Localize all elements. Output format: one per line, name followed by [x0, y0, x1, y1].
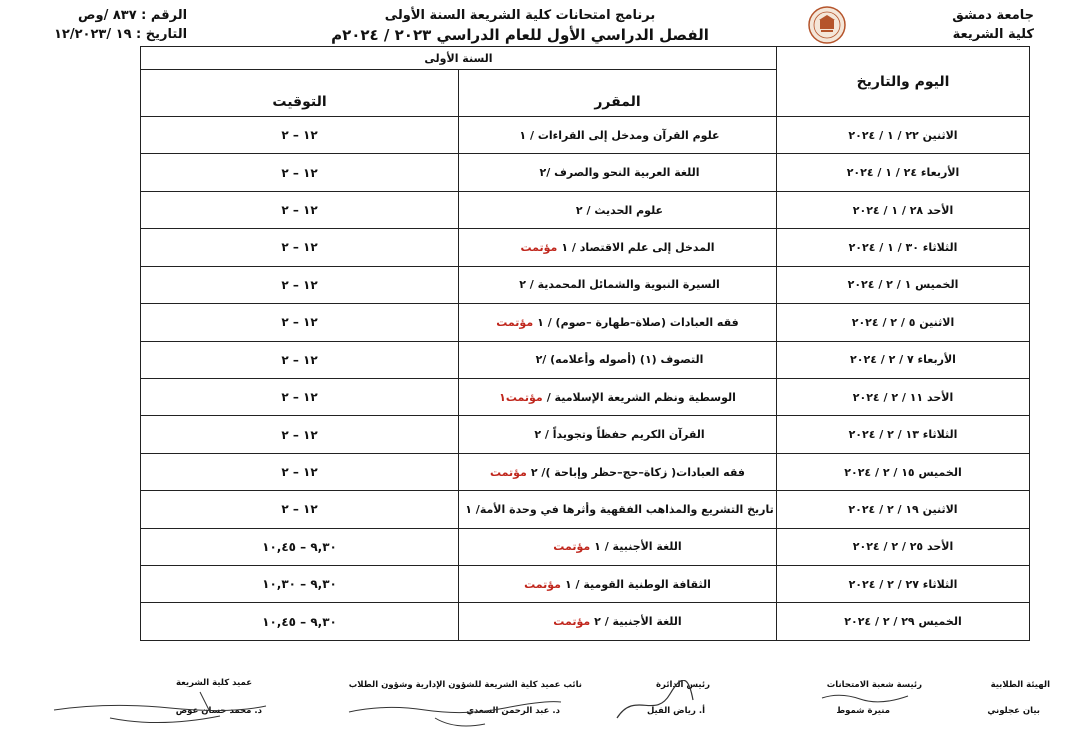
exam-title: برنامج امتحانات كلية الشريعة السنة الأولى — [384, 8, 656, 23]
signatory-name: د. عبد الرحمن السعدي — [466, 706, 560, 716]
signatory-name: بيان عجلوني — [987, 706, 1040, 716]
exam-course: المدخل إلى علم الاقتصاد / ١مؤتمت — [459, 229, 777, 266]
table-row — [141, 491, 1030, 528]
signatory-title: رئيس الدائرة — [656, 680, 710, 690]
automated-tag: مؤتمت — [496, 315, 534, 329]
table-row — [141, 266, 1030, 303]
signatory-title: نائب عميد كلية الشريعة للشؤون الإدارية وشؤون الطلاب — [348, 680, 582, 690]
signatory-title: الهيئة الطلابية — [990, 680, 1050, 690]
exam-time: ٩,٣٠ – ١٠,٤٥ — [141, 603, 459, 641]
signature-scribble — [615, 680, 695, 722]
exam-day: الأربعاء ٢٤ / ١ / ٢٠٢٤ — [777, 154, 1030, 191]
reference-number: الرقم : ٨٣٧ /وص — [78, 8, 188, 23]
exam-course: السيرة النبوية والشمائل المحمدية / ٢ — [459, 266, 777, 303]
semester-title: الفصل الدراسي الأول للعام الدراسي ٢٠٢٣ / ٢٠٢٤م — [331, 26, 709, 44]
exam-time: ١٢ – ٢ — [141, 341, 459, 378]
table-row — [141, 304, 1030, 341]
table-row — [141, 603, 1030, 641]
exam-day: الأحد ١١ / ٢ / ٢٠٢٤ — [777, 378, 1030, 415]
exam-day: الثلاثاء ٢٧ / ٢ / ٢٠٢٤ — [777, 566, 1030, 603]
document-header — [0, 0, 1080, 52]
exam-day: الاثنين ٢٢ / ١ / ٢٠٢٤ — [777, 117, 1030, 154]
automated-tag: مؤتمت — [524, 577, 561, 591]
table-row — [141, 566, 1030, 603]
table-row — [141, 341, 1030, 378]
exam-time: ١٢ – ٢ — [141, 154, 459, 191]
exam-time: ٩,٣٠ – ١٠,٤٥ — [141, 528, 459, 565]
signatory-name: منيرة شموط — [836, 706, 890, 716]
automated-tag: مؤتمت — [553, 540, 591, 554]
exam-day: الثلاثاء ٣٠ / ١ / ٢٠٢٤ — [777, 229, 1030, 266]
exam-time: ١٢ – ٢ — [141, 266, 459, 303]
table-row — [141, 117, 1030, 154]
signatory-name: أ. رياض الفيل — [646, 706, 705, 716]
signatory-title: رئيسة شعبة الامتحانات — [826, 680, 922, 690]
exam-course: التصوف (١) (أصوله وأعلامه) /٢ — [459, 341, 777, 378]
exam-course: تاريخ التشريع والمذاهب الفقهية وأثرها في وحدة الأمة/ ١ — [459, 491, 777, 528]
exam-course: الثقافة الوطنية القومية / ١مؤتمت — [459, 566, 777, 603]
university-name: جامعة دمشق — [952, 8, 1034, 23]
exam-course: فقه العبادات( زكاة–حج–حظر وإباحة )/ ٢مؤتمت — [459, 453, 777, 490]
exam-time: ٩,٣٠ – ١٠,٣٠ — [141, 566, 459, 603]
exam-course: اللغة الأجنبية / ٢مؤتمت — [459, 603, 777, 641]
exam-time: ١٢ – ٢ — [141, 191, 459, 228]
automated-tag: مؤتمت — [553, 615, 591, 629]
signature-scribble — [345, 694, 565, 734]
table-row — [141, 378, 1030, 415]
exam-course: علوم القرآن ومدخل إلى القراءات / ١ — [459, 117, 777, 154]
table-row — [141, 154, 1030, 191]
signature-scribble — [820, 690, 910, 704]
signatory-name: د. محمد حسان عوض — [175, 706, 262, 716]
exam-course: اللغة العربية النحو والصرف /٢ — [459, 154, 777, 191]
automated-tag: مؤتمت — [520, 240, 558, 254]
exam-day: الأربعاء ٧ / ٢ / ٢٠٢٤ — [777, 341, 1030, 378]
first-year-header: السنة الأولى — [141, 47, 777, 70]
exam-course: القرآن الكريم حفظاً وتجويداً / ٢ — [459, 416, 777, 453]
day-date-header: اليوم والتاريخ — [777, 47, 1030, 117]
table-row — [141, 528, 1030, 565]
course-header: المقرر — [459, 70, 777, 117]
document-date: التاريخ : ١٩ /١٢/٢٠٢٣ — [54, 27, 188, 42]
faculty-name: كلية الشريعة — [952, 27, 1034, 42]
exam-time: ١٢ – ٢ — [141, 304, 459, 341]
signature-block — [0, 660, 1080, 753]
exam-time: ١٢ – ٢ — [141, 378, 459, 415]
exam-day: الخميس ٢٩ / ٢ / ٢٠٢٤ — [777, 603, 1030, 641]
exam-course: اللغة الأجنبية / ١مؤتمت — [459, 528, 777, 565]
table-row — [141, 416, 1030, 453]
exam-course: فقه العبادات (صلاة–طهارة –صوم) / ١مؤتمت — [459, 304, 777, 341]
table-row — [141, 453, 1030, 490]
exam-day: الاثنين ١٩ / ٢ / ٢٠٢٤ — [777, 491, 1030, 528]
automated-tag: مؤتمت١ — [499, 390, 543, 404]
signature-scribble — [50, 688, 270, 730]
table-row — [141, 229, 1030, 266]
table-row — [141, 191, 1030, 228]
exam-course: علوم الحديث / ٢ — [459, 191, 777, 228]
exam-day: الأحد ٢٥ / ٢ / ٢٠٢٤ — [777, 528, 1030, 565]
exam-course: الوسطية ونظم الشريعة الإسلامية /مؤتمت١ — [459, 378, 777, 415]
exam-time: ١٢ – ٢ — [141, 491, 459, 528]
exam-time: ١٢ – ٢ — [141, 229, 459, 266]
exam-day: الاثنين ٥ / ٢ / ٢٠٢٤ — [777, 304, 1030, 341]
exam-day: الخميس ١ / ٢ / ٢٠٢٤ — [777, 266, 1030, 303]
exam-day: الثلاثاء ١٣ / ٢ / ٢٠٢٤ — [777, 416, 1030, 453]
automated-tag: مؤتمت — [490, 465, 527, 479]
exam-time: ١٢ – ٢ — [141, 117, 459, 154]
exam-time: ١٢ – ٢ — [141, 453, 459, 490]
exam-time: ١٢ – ٢ — [141, 416, 459, 453]
exam-day: الأحد ٢٨ / ١ / ٢٠٢٤ — [777, 191, 1030, 228]
signatory-title: عميد كلية الشريعة — [175, 678, 252, 688]
time-header: التوقيت — [141, 70, 459, 117]
exam-day: الخميس ١٥ / ٢ / ٢٠٢٤ — [777, 453, 1030, 490]
exam-schedule-table — [140, 46, 1030, 641]
